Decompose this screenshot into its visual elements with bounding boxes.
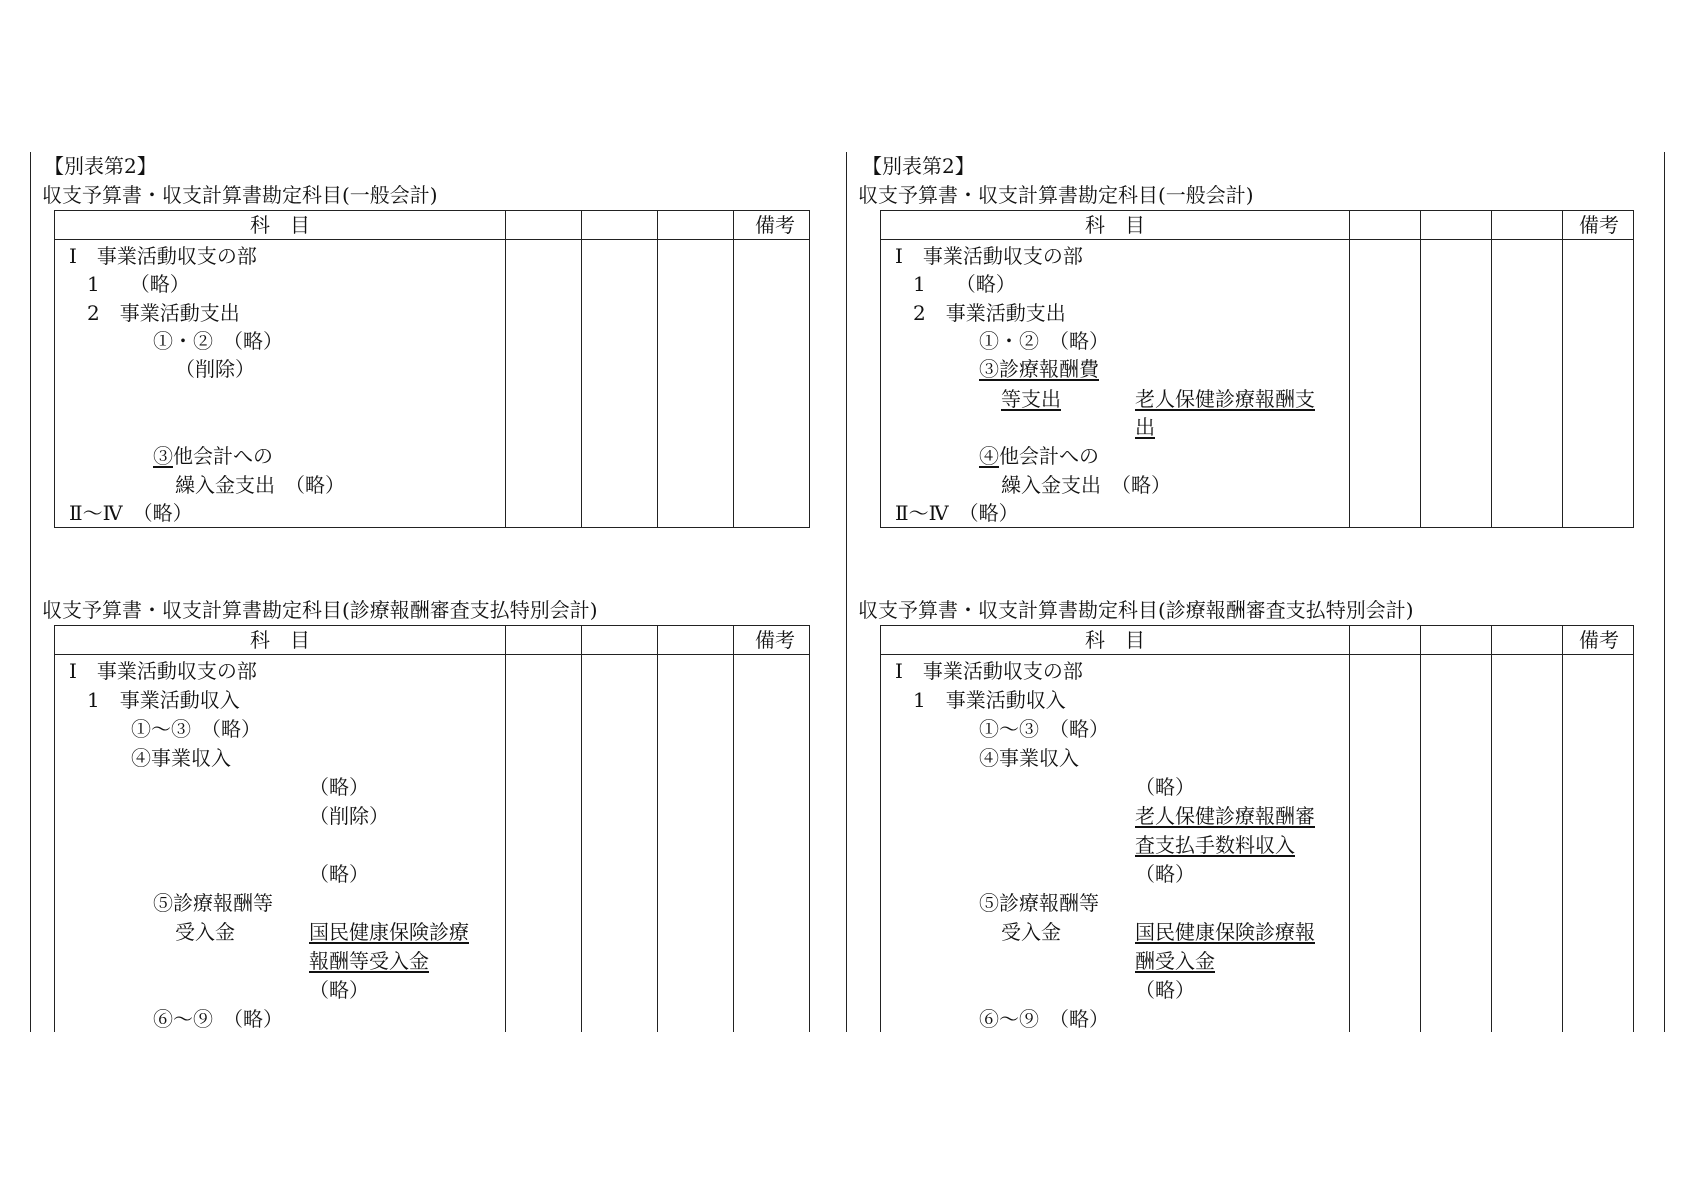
appendix-label: 【別表第2】: [44, 154, 157, 178]
header-subject: 科 目: [881, 626, 1350, 655]
header-blank: [1421, 626, 1492, 655]
header-subject: 科 目: [55, 626, 506, 655]
row-text: 1 （略）: [913, 272, 1016, 296]
row-text: （略）: [309, 978, 369, 1002]
table-title: 収支予算書・収支計算書勘定科目(一般会計): [858, 183, 1254, 207]
amount-cell: [1350, 240, 1421, 528]
row-text: ⑤診療報酬等: [153, 891, 273, 915]
subject-cell: [881, 240, 1350, 528]
table-title: 収支予算書・収支計算書勘定科目(診療報酬審査支払特別会計): [42, 598, 598, 622]
row-text: 1 （略）: [87, 272, 190, 296]
row-text: ①・② （略）: [153, 329, 283, 353]
row-text: Ⅰ 事業活動収支の部: [895, 659, 1083, 683]
row-text: （略）: [309, 862, 369, 886]
row-text: （略）: [1135, 775, 1195, 799]
subject-cell: [55, 240, 506, 528]
row-text: 受入金: [175, 920, 235, 944]
header-remarks: 備考: [734, 626, 810, 655]
table-title: 収支予算書・収支計算書勘定科目(一般会計): [42, 183, 438, 207]
row-text: 酬受入金: [1135, 949, 1215, 973]
row-text: 繰入金支出 （略）: [175, 473, 345, 497]
row-text: 老人保健診療報酬支: [1135, 387, 1315, 411]
row-text: 2 事業活動支出: [87, 301, 240, 325]
header-blank: [506, 211, 582, 240]
row-text: 国民健康保険診療報: [1135, 920, 1315, 944]
item-text: 他会計への: [173, 444, 273, 468]
row-text: 1 事業活動収入: [87, 688, 240, 712]
header-subject: 科 目: [881, 211, 1350, 240]
header-blank: [1421, 211, 1492, 240]
amount-cell: [1421, 240, 1492, 528]
row-text: Ⅱ～Ⅳ （略）: [69, 501, 193, 525]
row-text: ①・② （略）: [979, 329, 1109, 353]
header-remarks: 備考: [734, 211, 810, 240]
account-table-special: [54, 625, 810, 1032]
row-text: （略）: [1135, 862, 1195, 886]
row-text: （削除）: [175, 357, 255, 381]
amount-cell: [506, 240, 582, 528]
amount-cell: [1492, 240, 1563, 528]
row-text: 繰入金支出 （略）: [1001, 473, 1171, 497]
row-text: 報酬等受入金: [309, 949, 429, 973]
header-blank: [1492, 626, 1563, 655]
account-table-general: [880, 210, 1634, 528]
row-text: ①～③ （略）: [979, 717, 1109, 741]
row-text: 等支出: [1001, 387, 1061, 411]
amount-cell: [506, 655, 582, 1033]
header-remarks: 備考: [1563, 626, 1634, 655]
remarks-cell: [734, 655, 810, 1033]
amount-cell: [658, 655, 734, 1033]
subject-cell: [881, 655, 1350, 1033]
item-text: 他会計への: [999, 444, 1099, 468]
right-border-rule: [1664, 152, 1665, 1032]
header-remarks: 備考: [1563, 211, 1634, 240]
appendix-label: 【別表第2】: [862, 154, 975, 178]
row-text: ①～③ （略）: [131, 717, 261, 741]
row-text: ③診療報酬費: [979, 357, 1099, 381]
row-text: 査支払手数料収入: [1135, 833, 1295, 857]
remarks-cell: [734, 240, 810, 528]
row-text: [979, 442, 1099, 470]
header-blank: [658, 626, 734, 655]
row-text: （略）: [309, 775, 369, 799]
header-blank: [506, 626, 582, 655]
subject-cell: [55, 655, 506, 1033]
row-text: 国民健康保険診療: [309, 920, 469, 944]
amount-cell: [582, 655, 658, 1033]
row-text: [153, 442, 273, 470]
item-number: ③: [153, 444, 173, 468]
amount-cell: [1421, 655, 1492, 1033]
header-blank: [1350, 626, 1421, 655]
item-number: ④: [979, 444, 999, 468]
header-subject: 科 目: [55, 211, 506, 240]
row-text: ⑥～⑨ （略）: [153, 1007, 283, 1031]
amount-cell: [1350, 655, 1421, 1033]
row-text: Ⅰ 事業活動収支の部: [895, 244, 1083, 268]
row-text: Ⅰ 事業活動収支の部: [69, 659, 257, 683]
header-blank: [1492, 211, 1563, 240]
row-text: ④事業収入: [131, 746, 231, 770]
header-blank: [582, 626, 658, 655]
row-text: Ⅱ～Ⅳ （略）: [895, 501, 1019, 525]
row-text: （略）: [1135, 978, 1195, 1002]
center-divider-rule: [846, 152, 847, 1032]
account-table-special: [880, 625, 1634, 1032]
row-text: ⑤診療報酬等: [979, 891, 1099, 915]
remarks-cell: [1563, 655, 1634, 1033]
account-table-general: [54, 210, 810, 528]
amount-cell: [1492, 655, 1563, 1033]
row-text: 出: [1135, 415, 1155, 439]
row-text: 2 事業活動支出: [913, 301, 1066, 325]
header-blank: [1350, 211, 1421, 240]
remarks-cell: [1563, 240, 1634, 528]
row-text: 老人保健診療報酬審: [1135, 804, 1315, 828]
amount-cell: [582, 240, 658, 528]
row-text: ④事業収入: [979, 746, 1079, 770]
row-text: 1 事業活動収入: [913, 688, 1066, 712]
left-border-rule: [30, 152, 31, 1032]
row-text: ⑥～⑨ （略）: [979, 1007, 1109, 1031]
header-blank: [658, 211, 734, 240]
row-text: Ⅰ 事業活動収支の部: [69, 244, 257, 268]
amount-cell: [658, 240, 734, 528]
row-text: （削除）: [309, 804, 389, 828]
header-blank: [582, 211, 658, 240]
table-title: 収支予算書・収支計算書勘定科目(診療報酬審査支払特別会計): [858, 598, 1414, 622]
row-text: 受入金: [1001, 920, 1061, 944]
